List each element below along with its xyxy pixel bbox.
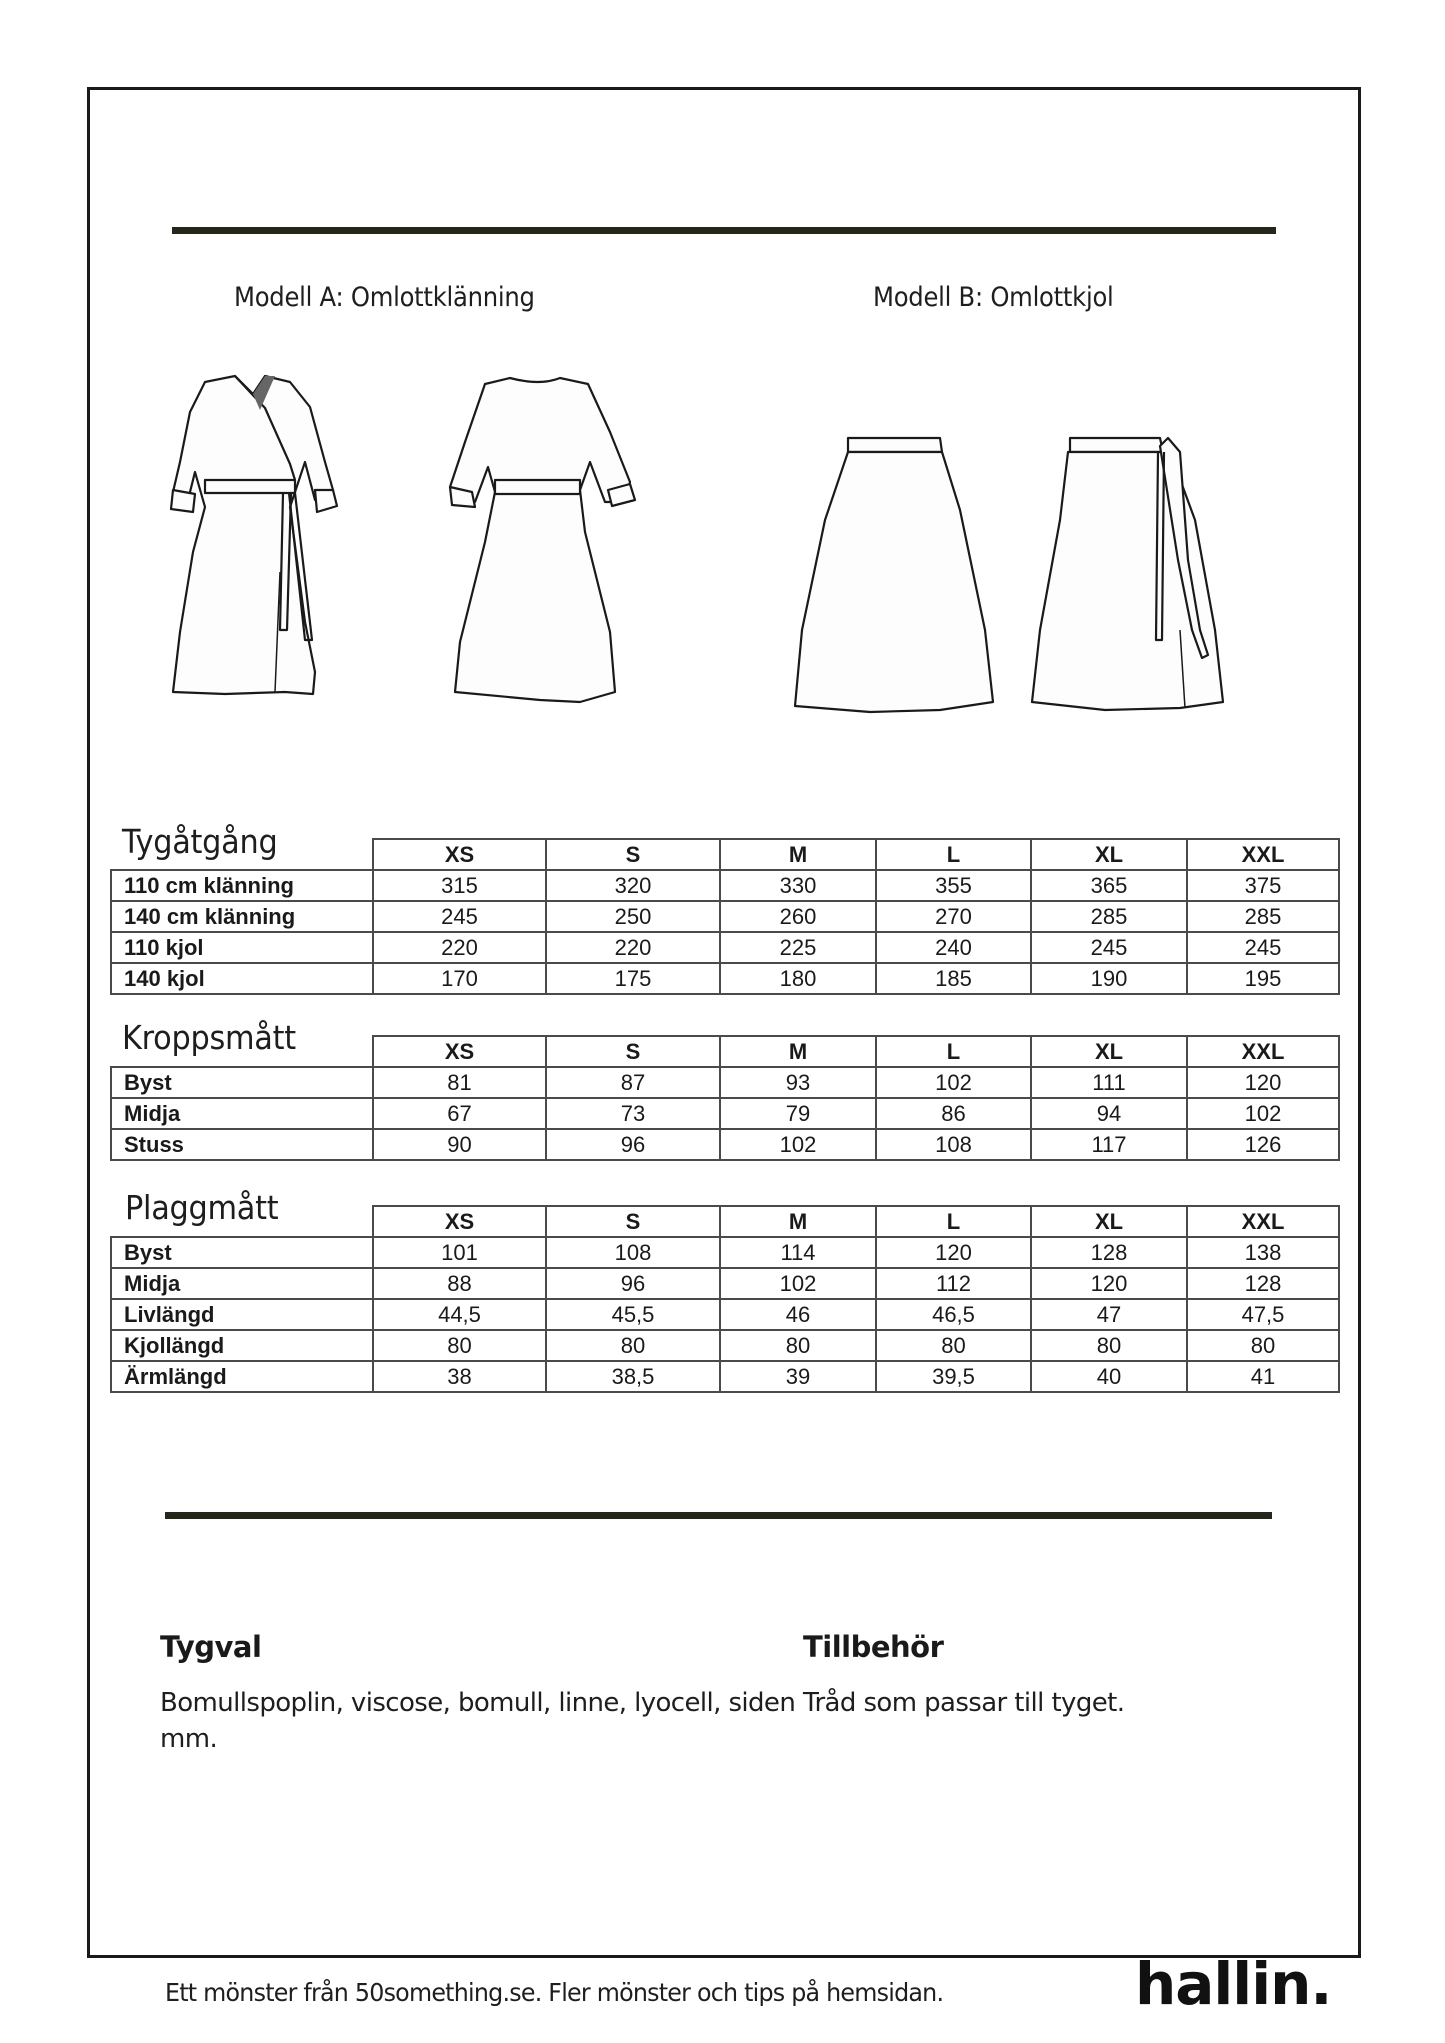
table-cell: 108 [876,1129,1031,1160]
skirt-front-sketch [790,430,1020,720]
table-cell: 111 [1031,1067,1187,1098]
row-label: 110 kjol [111,932,373,963]
table-cell: 285 [1031,901,1187,932]
size-header: M [720,1036,876,1067]
table-cell: 44,5 [373,1299,546,1330]
row-label: Kjollängd [111,1330,373,1361]
table-cell: 102 [1187,1098,1339,1129]
table-cell: 87 [546,1067,720,1098]
table-cell: 38 [373,1361,546,1392]
table-cell: 190 [1031,963,1187,994]
table-cell: 375 [1187,870,1339,901]
garment-table-title: Plaggmått [125,1188,279,1227]
table-row [111,963,1339,994]
table-cell: 102 [720,1129,876,1160]
table-cell: 180 [720,963,876,994]
size-header: L [876,1036,1031,1067]
table-cell: 220 [546,932,720,963]
corner-cell [111,839,373,870]
table-cell: 355 [876,870,1031,901]
table-cell: 41 [1187,1361,1339,1392]
table-cell: 102 [720,1268,876,1299]
row-label: 140 cm klänning [111,901,373,932]
table-row [111,932,1339,963]
table-cell: 245 [373,901,546,932]
bottom-divider [165,1512,1272,1519]
size-header: M [720,1206,876,1237]
row-label: Ärmlängd [111,1361,373,1392]
notions-text: Tråd som passar till tyget. [803,1688,1125,1718]
table-cell: 175 [546,963,720,994]
table-cell: 47,5 [1187,1299,1339,1330]
table-cell: 220 [373,932,546,963]
row-label: Midja [111,1268,373,1299]
size-header: S [546,839,720,870]
table-row [111,1237,1339,1268]
row-label: 110 cm klänning [111,870,373,901]
top-divider [172,227,1276,234]
table-cell: 80 [1187,1330,1339,1361]
size-header: XXL [1187,1036,1339,1067]
row-label: Byst [111,1067,373,1098]
table-cell: 80 [876,1330,1031,1361]
table-row [111,1268,1339,1299]
size-header: S [546,1036,720,1067]
corner-cell [111,1036,373,1067]
table-cell: 114 [720,1237,876,1268]
dress-front-sketch [165,372,395,742]
row-label: Byst [111,1237,373,1268]
table-cell: 365 [1031,870,1187,901]
table-cell: 195 [1187,963,1339,994]
table-cell: 128 [1031,1237,1187,1268]
table-cell: 94 [1031,1098,1187,1129]
table-cell: 80 [720,1330,876,1361]
table-cell: 126 [1187,1129,1339,1160]
table-cell: 46 [720,1299,876,1330]
table-cell: 120 [1031,1268,1187,1299]
table-cell: 315 [373,870,546,901]
table-cell: 90 [373,1129,546,1160]
fabric-table-title: Tygåtgång [122,822,278,861]
table-cell: 320 [546,870,720,901]
table-cell: 245 [1031,932,1187,963]
size-header: XS [373,1206,546,1237]
fabric-consumption-table [110,838,1340,995]
table-cell: 185 [876,963,1031,994]
table-cell: 112 [876,1268,1031,1299]
table-cell: 120 [876,1237,1031,1268]
table-cell: 93 [720,1067,876,1098]
table-cell: 47 [1031,1299,1187,1330]
fabric-choice-heading: Tygval [160,1630,262,1664]
table-cell: 117 [1031,1129,1187,1160]
table-cell: 96 [546,1268,720,1299]
table-row [111,1299,1339,1330]
size-header: M [720,839,876,870]
size-header: XS [373,839,546,870]
table-cell: 270 [876,901,1031,932]
table-cell: 245 [1187,932,1339,963]
header-row [111,1206,1339,1237]
fabric-table-body [111,870,1339,994]
table-cell: 102 [876,1067,1031,1098]
row-label: Stuss [111,1129,373,1160]
table-cell: 108 [546,1237,720,1268]
dress-back-drawing [440,372,650,742]
table-cell: 86 [876,1098,1031,1129]
size-header: XS [373,1036,546,1067]
table-cell: 120 [1187,1067,1339,1098]
table-cell: 39 [720,1361,876,1392]
table-cell: 250 [546,901,720,932]
table-cell: 40 [1031,1361,1187,1392]
row-label: Livlängd [111,1299,373,1330]
body-table-body [111,1067,1339,1160]
table-cell: 80 [1031,1330,1187,1361]
size-header: L [876,839,1031,870]
skirt-wrap-drawing [1030,430,1260,720]
size-header: XXL [1187,1206,1339,1237]
notions-heading: Tillbehör [803,1630,944,1664]
corner-cell [111,1206,373,1237]
table-cell: 170 [373,963,546,994]
table-cell: 73 [546,1098,720,1129]
table-cell: 81 [373,1067,546,1098]
body-measurements-table [110,1035,1340,1161]
table-cell: 260 [720,901,876,932]
table-cell: 80 [546,1330,720,1361]
body-table-title: Kroppsmått [122,1018,296,1057]
table-cell: 45,5 [546,1299,720,1330]
table-cell: 79 [720,1098,876,1129]
header-row [111,839,1339,870]
table-cell: 46,5 [876,1299,1031,1330]
table-row [111,901,1339,932]
table-row [111,1067,1339,1098]
garment-table-body [111,1237,1339,1392]
table-cell: 101 [373,1237,546,1268]
table-cell: 128 [1187,1268,1339,1299]
table-cell: 67 [373,1098,546,1129]
table-cell: 88 [373,1268,546,1299]
model-b-label: Modell B: Omlottkjol [873,282,1114,313]
fabric-choice-text: Bomullspoplin, viscose, bomull, linne, lyocell, siden mm. [160,1688,796,1754]
table-row [111,1098,1339,1129]
table-cell: 240 [876,932,1031,963]
table-cell: 330 [720,870,876,901]
brand-logo: hallin. [1135,1950,1332,2018]
size-header: XXL [1187,839,1339,870]
skirt-wrap-sketch [1030,430,1260,720]
table-cell: 96 [546,1129,720,1160]
table-row [111,1129,1339,1160]
table-cell: 80 [373,1330,546,1361]
table-cell: 225 [720,932,876,963]
table-cell: 285 [1187,901,1339,932]
size-header: XL [1031,1036,1187,1067]
table-cell: 138 [1187,1237,1339,1268]
row-label: Midja [111,1098,373,1129]
dress-front-drawing [165,372,395,742]
table-row [111,870,1339,901]
size-header: L [876,1206,1031,1237]
table-cell: 38,5 [546,1361,720,1392]
table-row [111,1330,1339,1361]
footer-text: Ett mönster från 50something.se. Fler mönster och tips på hemsidan. [165,1978,944,2007]
size-header: XL [1031,839,1187,870]
model-a-label: Modell A: Omlottklänning [234,282,535,313]
table-row [111,1361,1339,1392]
size-header: XL [1031,1206,1187,1237]
skirt-front-drawing [790,430,1020,720]
dress-back-sketch [440,372,650,742]
header-row [111,1036,1339,1067]
table-cell: 39,5 [876,1361,1031,1392]
row-label: 140 kjol [111,963,373,994]
size-header: S [546,1206,720,1237]
garment-measurements-table [110,1205,1340,1393]
